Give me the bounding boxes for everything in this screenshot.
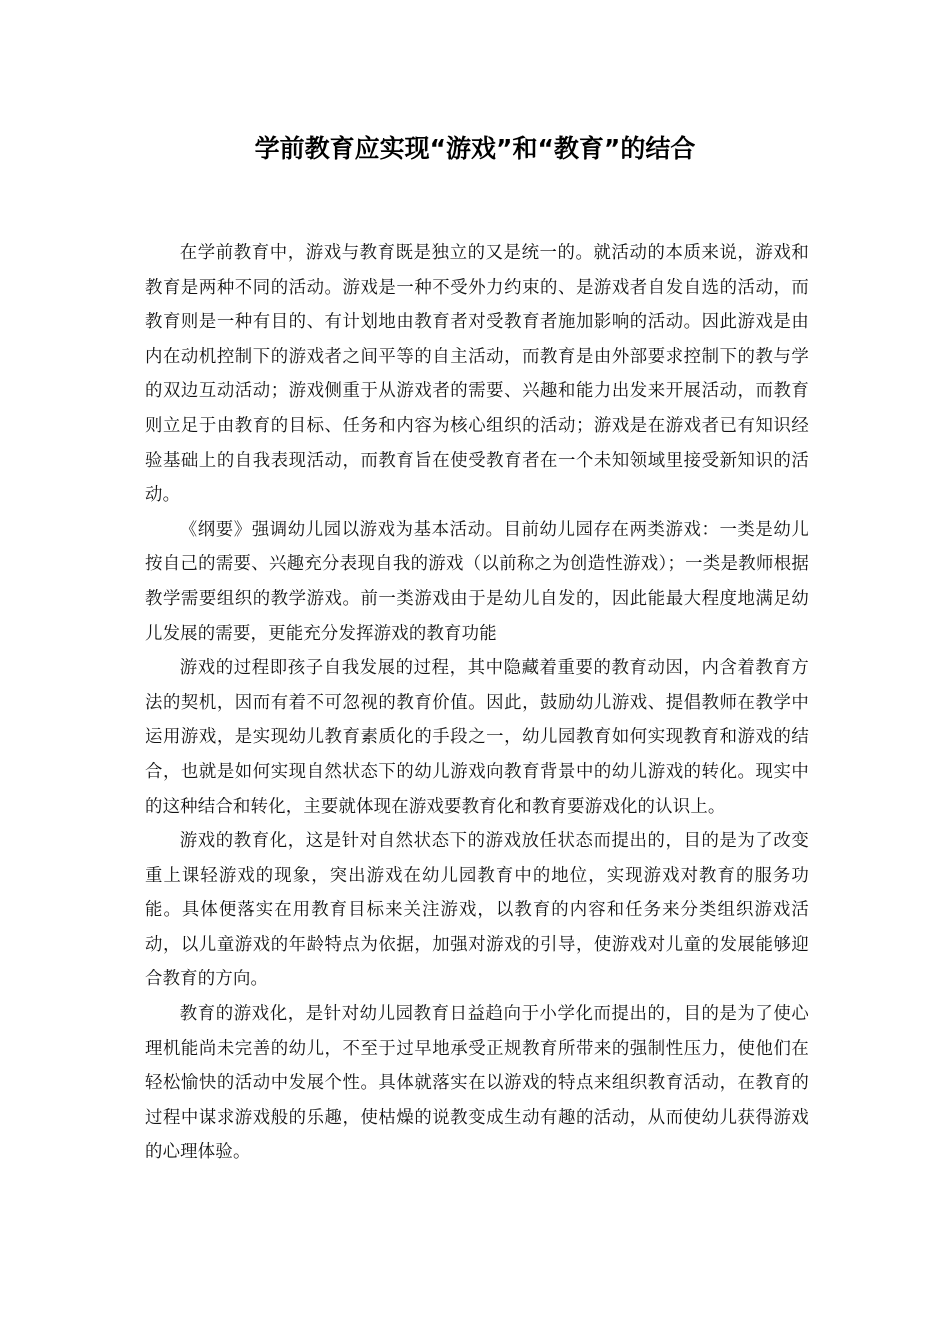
paragraph-3: 游戏的过程即孩子自我发展的过程，其中隐藏着重要的教育动因，内含着教育方法的契机，因而有着不可忽视的教育价值。因此，鼓励幼儿游戏、提倡教师在教学中运用游戏，是实现幼儿教育素质化的手段之一，幼儿园教育如何实现教育和游戏的结合，也就是如何实现自然状态下的幼儿游戏向教育背景中的幼儿游戏的转化。现实中的这种结合和转化，主要就体现在游戏要教育化和教育要游戏化的认识上。	[145, 658, 809, 817]
document-body	[145, 236, 809, 1170]
paragraph-1: 在学前教育中，游戏与教育既是独立的又是统一的。就活动的本质来说，游戏和教育是两种不同的活动。游戏是一种不受外力约束的、是游戏者自发自选的活动，而教育则是一种有目的、有计划地由教育者对受教育者施加影响的活动。因此游戏是由内在动机控制下的游戏者之间平等的自主活动，而教育是由外部要求控制下的教与学的双边互动活动；游戏侧重于从游戏者的需要、兴趣和能力出发来开展活动，而教育则立足于由教育的目标、任务和内容为核心组织的活动；游戏是在游戏者已有知识经验基础上的自我表现活动，而教育旨在使受教育者在一个未知领域里接受新知识的活动。	[145, 243, 809, 506]
paragraph-2: 《纲要》强调幼儿园以游戏为基本活动。目前幼儿园存在两类游戏：一类是幼儿按自己的需要、兴趣充分表现自我的游戏（以前称之为创造性游戏）；一类是教师根据教学需要组织的教学游戏。前一类游戏由于是幼儿自发的，因此能最大程度地满足幼儿发展的需要，更能充分发挥游戏的教育功能	[145, 519, 809, 644]
page-title: 学前教育应实现“游戏”和“教育”的结合	[254, 134, 696, 163]
paragraph-5: 教育的游戏化，是针对幼儿园教育日益趋向于小学化而提出的，目的是为了使心理机能尚未完善的幼儿，不至于过早地承受正规教育所带来的强制性压力，使他们在轻松愉快的活动中发展个性。具体就落实在以游戏的特点来组织教育活动，在教育的过程中谋求游戏般的乐趣，使枯燥的说教变成生动有趣的活动，从而使幼儿获得游戏的心理体验。	[145, 1004, 809, 1163]
paragraph-4: 游戏的教育化，这是针对自然状态下的游戏放任状态而提出的，目的是为了改变重上课轻游戏的现象，突出游戏在幼儿园教育中的地位，实现游戏对教育的服务功能。具体便落实在用教育目标来关注游戏，以教育的内容和任务来分类组织游戏活动，以儿童游戏的年龄特点为依据，加强对游戏的引导，使游戏对儿童的发展能够迎合教育的方向。	[145, 831, 809, 990]
